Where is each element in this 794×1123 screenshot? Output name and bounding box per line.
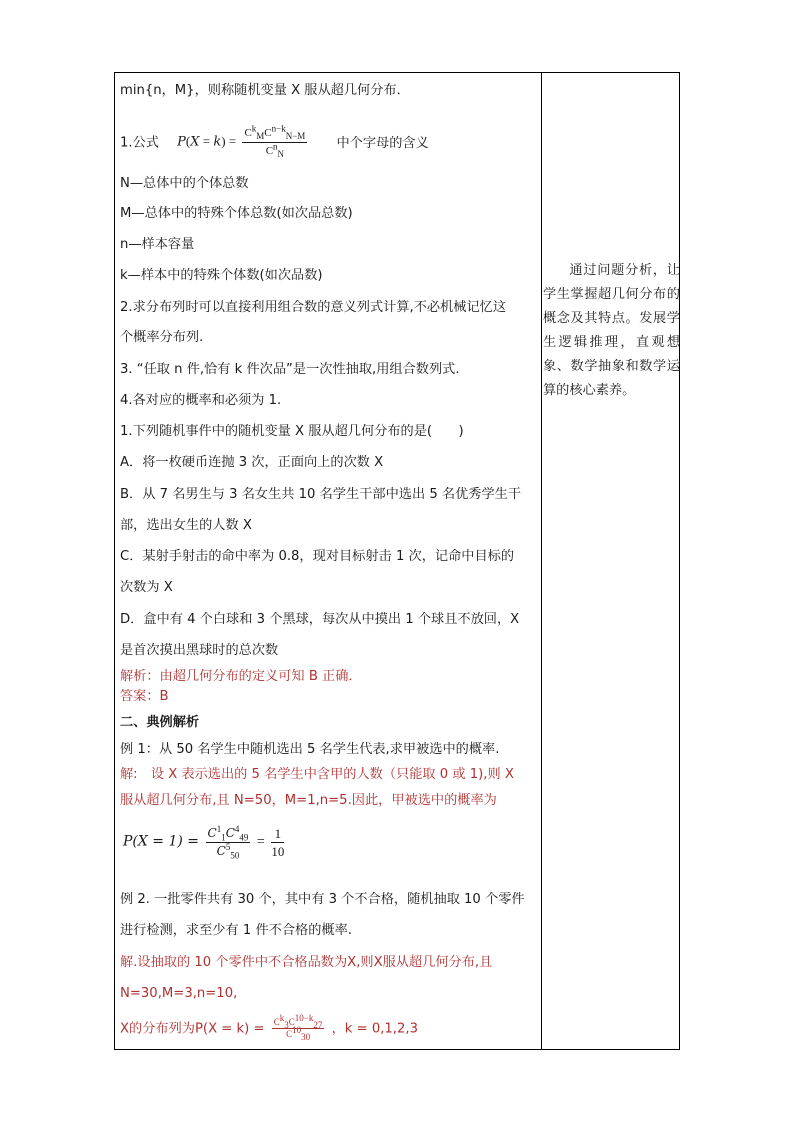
example-1-result-numerator: 1	[271, 825, 284, 843]
question-1-option-b-line-2: 部，选出女生的人数 X	[120, 518, 252, 533]
lesson-table	[114, 72, 680, 1050]
example-1-solution-line-1: 解: 设 X 表示选出的 5 名学生中含甲的人数（只能取 0 或 1),则 X	[120, 767, 514, 782]
question-1-option-d-line-1: D．盒中有 4 个白球和 3 个黑球，每次从中摸出 1 个球且不放回，X	[120, 612, 520, 627]
note-2-line-2: 个概率分布列.	[120, 330, 204, 345]
content-column	[120, 73, 535, 1049]
formula-prefix: 1.公式	[120, 135, 159, 151]
question-1-stem: 1.下列随机事件中的随机变量 X 服从超几何分布的是( )	[120, 424, 464, 439]
example-2-distribution-prefix: X的分布列为P(X = k) =	[120, 1021, 265, 1037]
example-2-stem-line-2: 进行检测，求至少有 1 件不合格的概率.	[120, 923, 352, 938]
example-2-distribution-line: X的分布列为P(X = k) = $\frac{C^k_3C^{10-k}_{27}}{C^{10}_{30}}$ ，k = 0,1,2,3	[120, 1013, 418, 1042]
example-2-solution-line-1: 解.设抽取的 10 个零件中不合格品数为X,则X服从超几何分布,且	[120, 955, 493, 970]
section-2-title: 二、典例解析	[120, 715, 200, 730]
question-1-analysis: 解析：由超几何分布的定义可知 B 正确．	[120, 669, 362, 684]
question-1-option-d-line-2: 是首次摸出黑球时的总次数	[120, 643, 279, 658]
note-4: 4.各对应的概率和必须为 1.	[120, 393, 282, 408]
definition-m-special: M—总体中的特殊个体总数(如次品总数)	[120, 206, 353, 221]
example-2-solution-line-2: N=30,M=3,n=10,	[120, 986, 238, 1001]
design-intent-column	[543, 73, 680, 1049]
definition-k-count: k—样本中的特殊个体数(如次品数)	[120, 268, 323, 283]
example-1-result-denominator: 10	[271, 844, 285, 859]
example-1-solution-line-2: 服从超几何分布,且 N=50，M=1,n=5.因此，甲被选中的概率为	[120, 793, 497, 808]
example-2-stem-line-1: 例 2. 一批零件共有 30 个，其中有 3 个不合格，随机抽取 10 个零件	[120, 892, 525, 907]
question-1-option-c-line-2: 次数为 X	[120, 580, 173, 595]
hypergeometric-formula: P(X = k) = $\frac{C^k_MC^{n-k}_{N-M}}{C^n_N}$	[177, 123, 306, 160]
question-1-answer: 答案：B	[120, 689, 169, 704]
definition-n-total: N—总体中的个体总数	[120, 176, 249, 191]
definition-n-sample: n—样本容量	[120, 237, 195, 252]
example-1-formula: P(X = 1) = $\frac{C^1_1C^4_{49}}{C^5_{50}}$ = $\frac{1}{10}$	[123, 824, 285, 861]
example-2-distribution-suffix: ，k = 0,1,2,3	[331, 1021, 418, 1037]
design-intent-paragraph: 通过问题分析，让学生掌握超几何分布的概念及其特点。发展学生逻辑推理，直观想象、数学抽象和数学运算的核心素养。	[543, 263, 680, 398]
note-3: 3. “任取 n 件,恰有 k 件次品”是一次性抽取,用组合数列式.	[120, 362, 460, 377]
design-intent-text	[543, 259, 680, 403]
note-2-line-1: 2.求分布列时可以直接利用组合数的意义列式计算,不必机械记忆这	[120, 300, 507, 315]
question-1-option-b-line-1: B．从 7 名男生与 3 名女生共 10 名学生干部中选出 5 名优秀学生干	[120, 487, 522, 502]
example-1-stem: 例 1：从 50 名学生中随机选出 5 名学生代表,求甲被选中的概率.	[120, 742, 500, 757]
question-1-option-a: A．将一枚硬币连抛 3 次，正面向上的次数 X	[120, 455, 384, 470]
example-1-formula-lhs: P(X = 1) =	[123, 833, 200, 850]
formula-suffix: 中个字母的含义	[336, 135, 429, 151]
formula-line	[120, 125, 429, 160]
question-1-option-c-line-1: C．某射手射击的命中率为 0.8，现对目标射击 1 次，记命中目标的	[120, 549, 515, 564]
intro-line: min{n，M}，则称随机变量 X 服从超几何分布．	[120, 83, 410, 98]
column-divider	[541, 73, 542, 1049]
